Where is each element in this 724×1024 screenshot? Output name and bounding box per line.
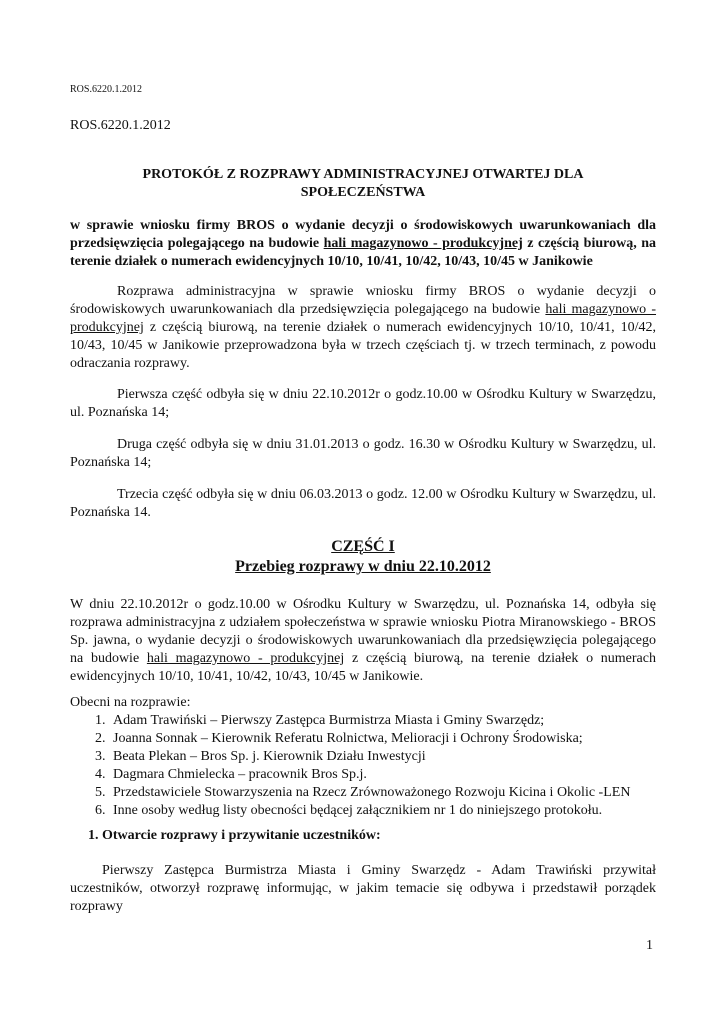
- document-title: [70, 166, 656, 202]
- intro-text-end: z częścią biurową, na terenie działek o numerach ewidencyjnych 10/10, 10/41, 10/42, 10/43, 10/45 w Janikowie przeprowadzona była w trzech częściach tj. w trzech terminach, z powodu odraczania rozprawy.: [70, 320, 656, 371]
- page-number: 1: [646, 938, 653, 953]
- section-1-heading: 1. Otwarcie rozprawy i przywitanie uczestników:: [88, 828, 381, 843]
- part-body-text: W dniu 22.10.2012r o godz.10.00 w Ośrodku Kultury w Swarzędzu, ul. Poznańska 14, odbyła się rozprawa administracyjna z udziałem społeczeństwa w sprawie wniosku Piotra Miranowskiego - BROS Sp. jawna, o wydanie decyzji o środowiskowych uwarunkowaniach dla przedsięwzięcia polegającego na budowie: [70, 597, 656, 666]
- list-item: 2. Joanna Sonnak – Kierownik Referatu Rolnictwa, Melioracji i Ochrony Środowiska;: [109, 730, 695, 748]
- session-first: Pierwsza część odbyła się w dniu 22.10.2012r o godz.10.00 w Ośrodku Kultury w Swarzędzu, ul. Poznańska 14;: [70, 387, 656, 420]
- intro-text: Rozprawa administracyjna w sprawie wniosku firmy BROS o wydanie decyzji o środowiskowych uwarunkowaniach dla przedsięwzięcia polegającego na budowie: [70, 284, 656, 317]
- part-heading: CZĘŚĆ I: [331, 538, 395, 555]
- header-reference-small: ROS.6220.1.2012: [70, 84, 142, 95]
- part-body-text-end: z częścią biurową, na terenie działek o numerach ewidencyjnych 10/10, 10/41, 10/42, 10/43, 10/45 w Janikowie.: [70, 651, 656, 684]
- attendance-list: [70, 712, 695, 820]
- list-item: 3. Beata Plekan – Bros Sp. j. Kierownik Działu Inwestycji: [109, 748, 695, 766]
- list-item: 5. Przedstawiciele Stowarzyszenia na Rzecz Zrównoważonego Rozwoju Kicina i Okolic -LEN: [109, 784, 695, 802]
- part-body-paragraph: [70, 596, 656, 686]
- subject-paragraph: [70, 217, 656, 271]
- subject-text: w sprawie wniosku firmy BROS o wydanie decyzji o środowiskowych uwarunkowaniach dla przedsięwzięcia polegającego na budowie: [70, 218, 656, 251]
- header-reference: ROS.6220.1.2012: [70, 118, 171, 133]
- title-line-2: SPOŁECZEŃSTWA: [300, 185, 426, 200]
- list-item: 4. Dagmara Chmielecka – pracownik Bros Sp.j.: [109, 766, 695, 784]
- part-body-underlined: hali magazynowo - produkcyjnej: [146, 651, 345, 666]
- part-subheading: Przebieg rozprawy w dniu 22.10.2012: [235, 558, 491, 575]
- intro-underlined: hali magazynowo - produkcyjnej: [70, 302, 657, 335]
- list-item: 6. Inne osoby według listy obecności będącej załącznikiem nr 1 do niniejszego protokołu.: [109, 802, 695, 820]
- subject-underlined: hali magazynowo - produkcyjnej: [323, 236, 523, 251]
- session-third: Trzecia część odbyła się w dniu 06.03.2013 o godz. 12.00 w Ośrodku Kultury w Swarzędzu, ul. Poznańska 14.: [70, 487, 656, 520]
- title-line-1: PROTOKÓŁ Z ROZPRAWY ADMINISTRACYJNEJ OTWARTEJ DLA: [142, 167, 584, 182]
- session-second: Druga część odbyła się w dniu 31.01.2013 o godz. 16.30 w Ośrodku Kultury w Swarzędzu, ul. Poznańska 14;: [70, 437, 656, 470]
- intro-paragraph: [70, 283, 656, 373]
- attendance-label: Obecni na rozprawie:: [70, 695, 191, 710]
- subject-text-end: z częścią biurową, na terenie działek o numerach ewidencyjnych 10/10, 10/41, 10/42, 10/43, 10/45 w Janikowie: [70, 236, 656, 269]
- list-item: 1. Adam Trawiński – Pierwszy Zastępca Burmistrza Miasta i Gminy Swarzędz;: [109, 712, 695, 730]
- section-1-body: Pierwszy Zastępca Burmistrza Miasta i Gminy Swarzędz - Adam Trawiński przywitał uczestników, otworzył rozprawę informując, w jakim temacie się odbywa i przedstawił porządek rozprawy: [70, 863, 656, 914]
